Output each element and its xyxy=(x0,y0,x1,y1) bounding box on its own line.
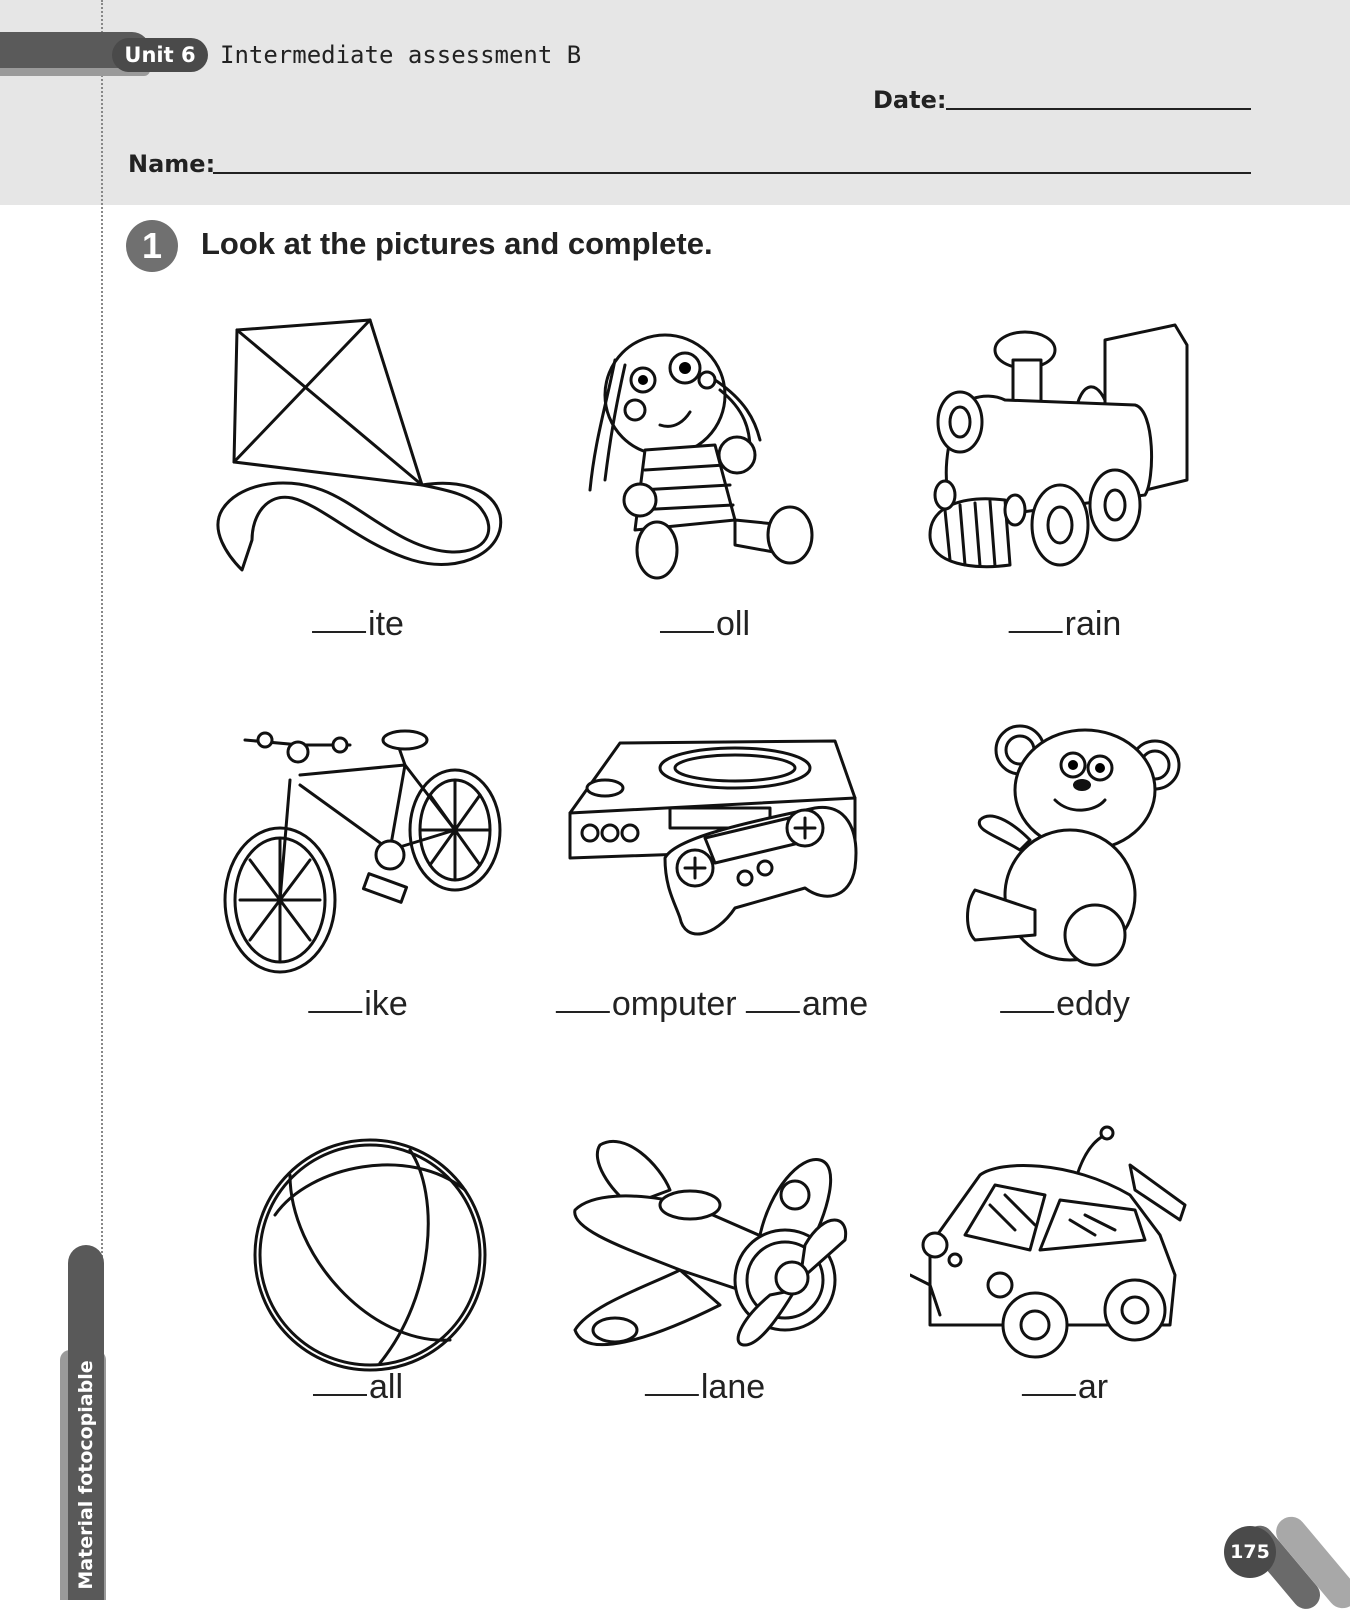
word-suffix: rain xyxy=(1064,605,1122,643)
answer-blank[interactable] xyxy=(1022,1394,1076,1396)
word-blank-item[interactable] xyxy=(1000,985,1130,1024)
answer-blank-2[interactable] xyxy=(746,1011,800,1013)
name-label: Name: xyxy=(128,150,216,178)
side-label: Material fotocopiable xyxy=(75,1360,97,1590)
exercise-number-badge: 1 xyxy=(126,220,178,272)
answer-blank[interactable] xyxy=(556,1011,610,1013)
exercise-instruction: Look at the pictures and complete. xyxy=(201,226,713,261)
word-blank-item[interactable] xyxy=(645,1368,765,1407)
word-suffix: oll xyxy=(715,605,751,643)
assessment-title: Intermediate assessment B xyxy=(220,41,582,69)
answer-blank[interactable] xyxy=(1000,1011,1054,1013)
word-suffix: ike xyxy=(364,985,408,1023)
answer-blank[interactable] xyxy=(308,1011,362,1013)
word-blank-item[interactable] xyxy=(660,605,750,644)
bike-icon xyxy=(220,720,510,990)
answer-blank[interactable] xyxy=(313,1394,367,1396)
word-suffix: lane xyxy=(700,1368,766,1406)
page-number: 175 xyxy=(1224,1526,1276,1578)
word-blank-item[interactable] xyxy=(1022,1368,1108,1407)
word-blank-item[interactable] xyxy=(312,605,404,644)
word-blank-item[interactable] xyxy=(313,1368,403,1407)
computer-game-icon xyxy=(565,738,865,968)
word-blank-item[interactable] xyxy=(1009,605,1122,644)
teddy-icon xyxy=(955,720,1195,980)
word-suffix: eddy xyxy=(1056,985,1130,1023)
name-field[interactable] xyxy=(213,172,1251,174)
ball-icon xyxy=(250,1135,490,1375)
word-suffix-2: ame xyxy=(802,985,869,1023)
date-field[interactable] xyxy=(946,108,1251,110)
date-label: Date: xyxy=(873,86,947,114)
unit-label: Unit 6 xyxy=(112,38,208,72)
kite-icon xyxy=(212,310,512,590)
word-suffix: ar xyxy=(1077,1368,1109,1406)
answer-blank[interactable] xyxy=(1009,631,1063,633)
word-suffix: all xyxy=(368,1368,404,1406)
car-icon xyxy=(910,1125,1210,1375)
answer-blank[interactable] xyxy=(312,631,366,633)
answer-blank[interactable] xyxy=(660,631,714,633)
doll-icon xyxy=(585,320,835,590)
train-icon xyxy=(925,320,1205,580)
word-suffix: omputer xyxy=(611,985,737,1023)
word-suffix: ite xyxy=(368,605,404,643)
word-blank-item[interactable] xyxy=(556,985,868,1024)
plane-icon xyxy=(570,1130,860,1380)
word-blank-item[interactable] xyxy=(308,985,407,1024)
answer-blank[interactable] xyxy=(645,1394,699,1396)
